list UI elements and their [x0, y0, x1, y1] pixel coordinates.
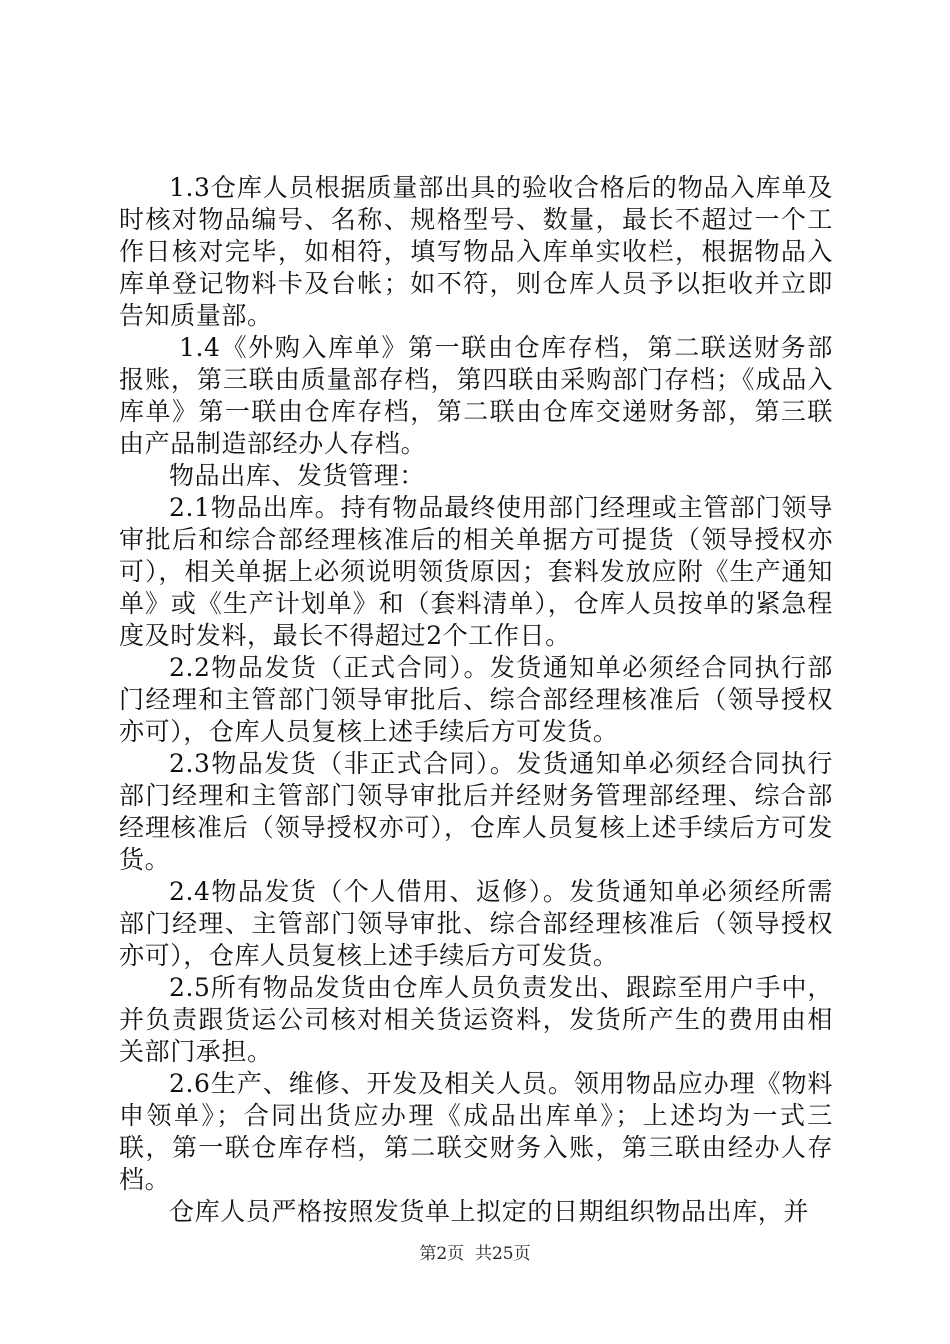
section-heading-outbound: 物品出库、发货管理：: [169, 461, 426, 490]
document-body: [119, 172, 833, 1228]
paragraph-closing: 仓库人员严格按照发货单上拟定的日期组织物品出库，并: [169, 1197, 810, 1226]
paragraph-1-3: 1.3仓库人员根据质量部出具的验收合格后的物品入库单及时核对物品编号、名称、规格型号、数量，最长不超过一个工作日核对完毕，如相符，填写物品入库单实收栏，根据物品入库单登记物料卡及台帐；如不符，则仓库人员予以拒收并立即告知质量部。: [119, 173, 833, 330]
paragraph-2-5: 2.5所有物品发货由仓库人员负责发出、跟踪至用户手中，并负责跟货运公司核对相关货运资料，发货所产生的费用由相关部门承担。: [119, 973, 833, 1066]
paragraph-2-4: 2.4物品发货（个人借用、返修）。发货通知单必须经所需部门经理、主管部门领导审批、综合部经理核准后（领导授权亦可），仓库人员复核上述手续后方可发货。: [119, 877, 833, 970]
paragraph-2-3: 2.3物品发货（非正式合同）。发货通知单必须经合同执行部门经理和主管部门领导审批后并经财务管理部经理、综合部经理核准后（领导授权亦可），仓库人员复核上述手续后方可发货。: [119, 749, 833, 874]
page-footer: 第2页 共25页: [419, 1244, 531, 1264]
paragraph-2-1: 2.1物品出库。持有物品最终使用部门经理或主管部门领导审批后和综合部经理核准后的相关单据方可提货（领导授权亦可），相关单据上必须说明领货原因；套料发放应附《生产通知单》或《生产计划单》和（套料清单），仓库人员按单的紧急程度及时发料，最长不得超过2个工作日。: [119, 493, 833, 650]
paragraph-1-4: 1.4《外购入库单》第一联由仓库存档，第二联送财务部报账，第三联由质量部存档，第四联由采购部门存档；《成品入库单》第一联由仓库存档，第二联由仓库交递财务部，第三联由产品制造部经办人存档。: [119, 333, 833, 458]
paragraph-2-6: 2.6生产、维修、开发及相关人员。领用物品应办理《物料申领单》；合同出货应办理《成品出库单》；上述均为一式三联，第一联仓库存档，第二联交财务入账，第三联由经办人存档。: [119, 1069, 833, 1194]
paragraph-2-2: 2.2物品发货（正式合同）。发货通知单必须经合同执行部门经理和主管部门领导审批后、综合部经理核准后（领导授权亦可），仓库人员复核上述手续后方可发货。: [119, 653, 833, 746]
